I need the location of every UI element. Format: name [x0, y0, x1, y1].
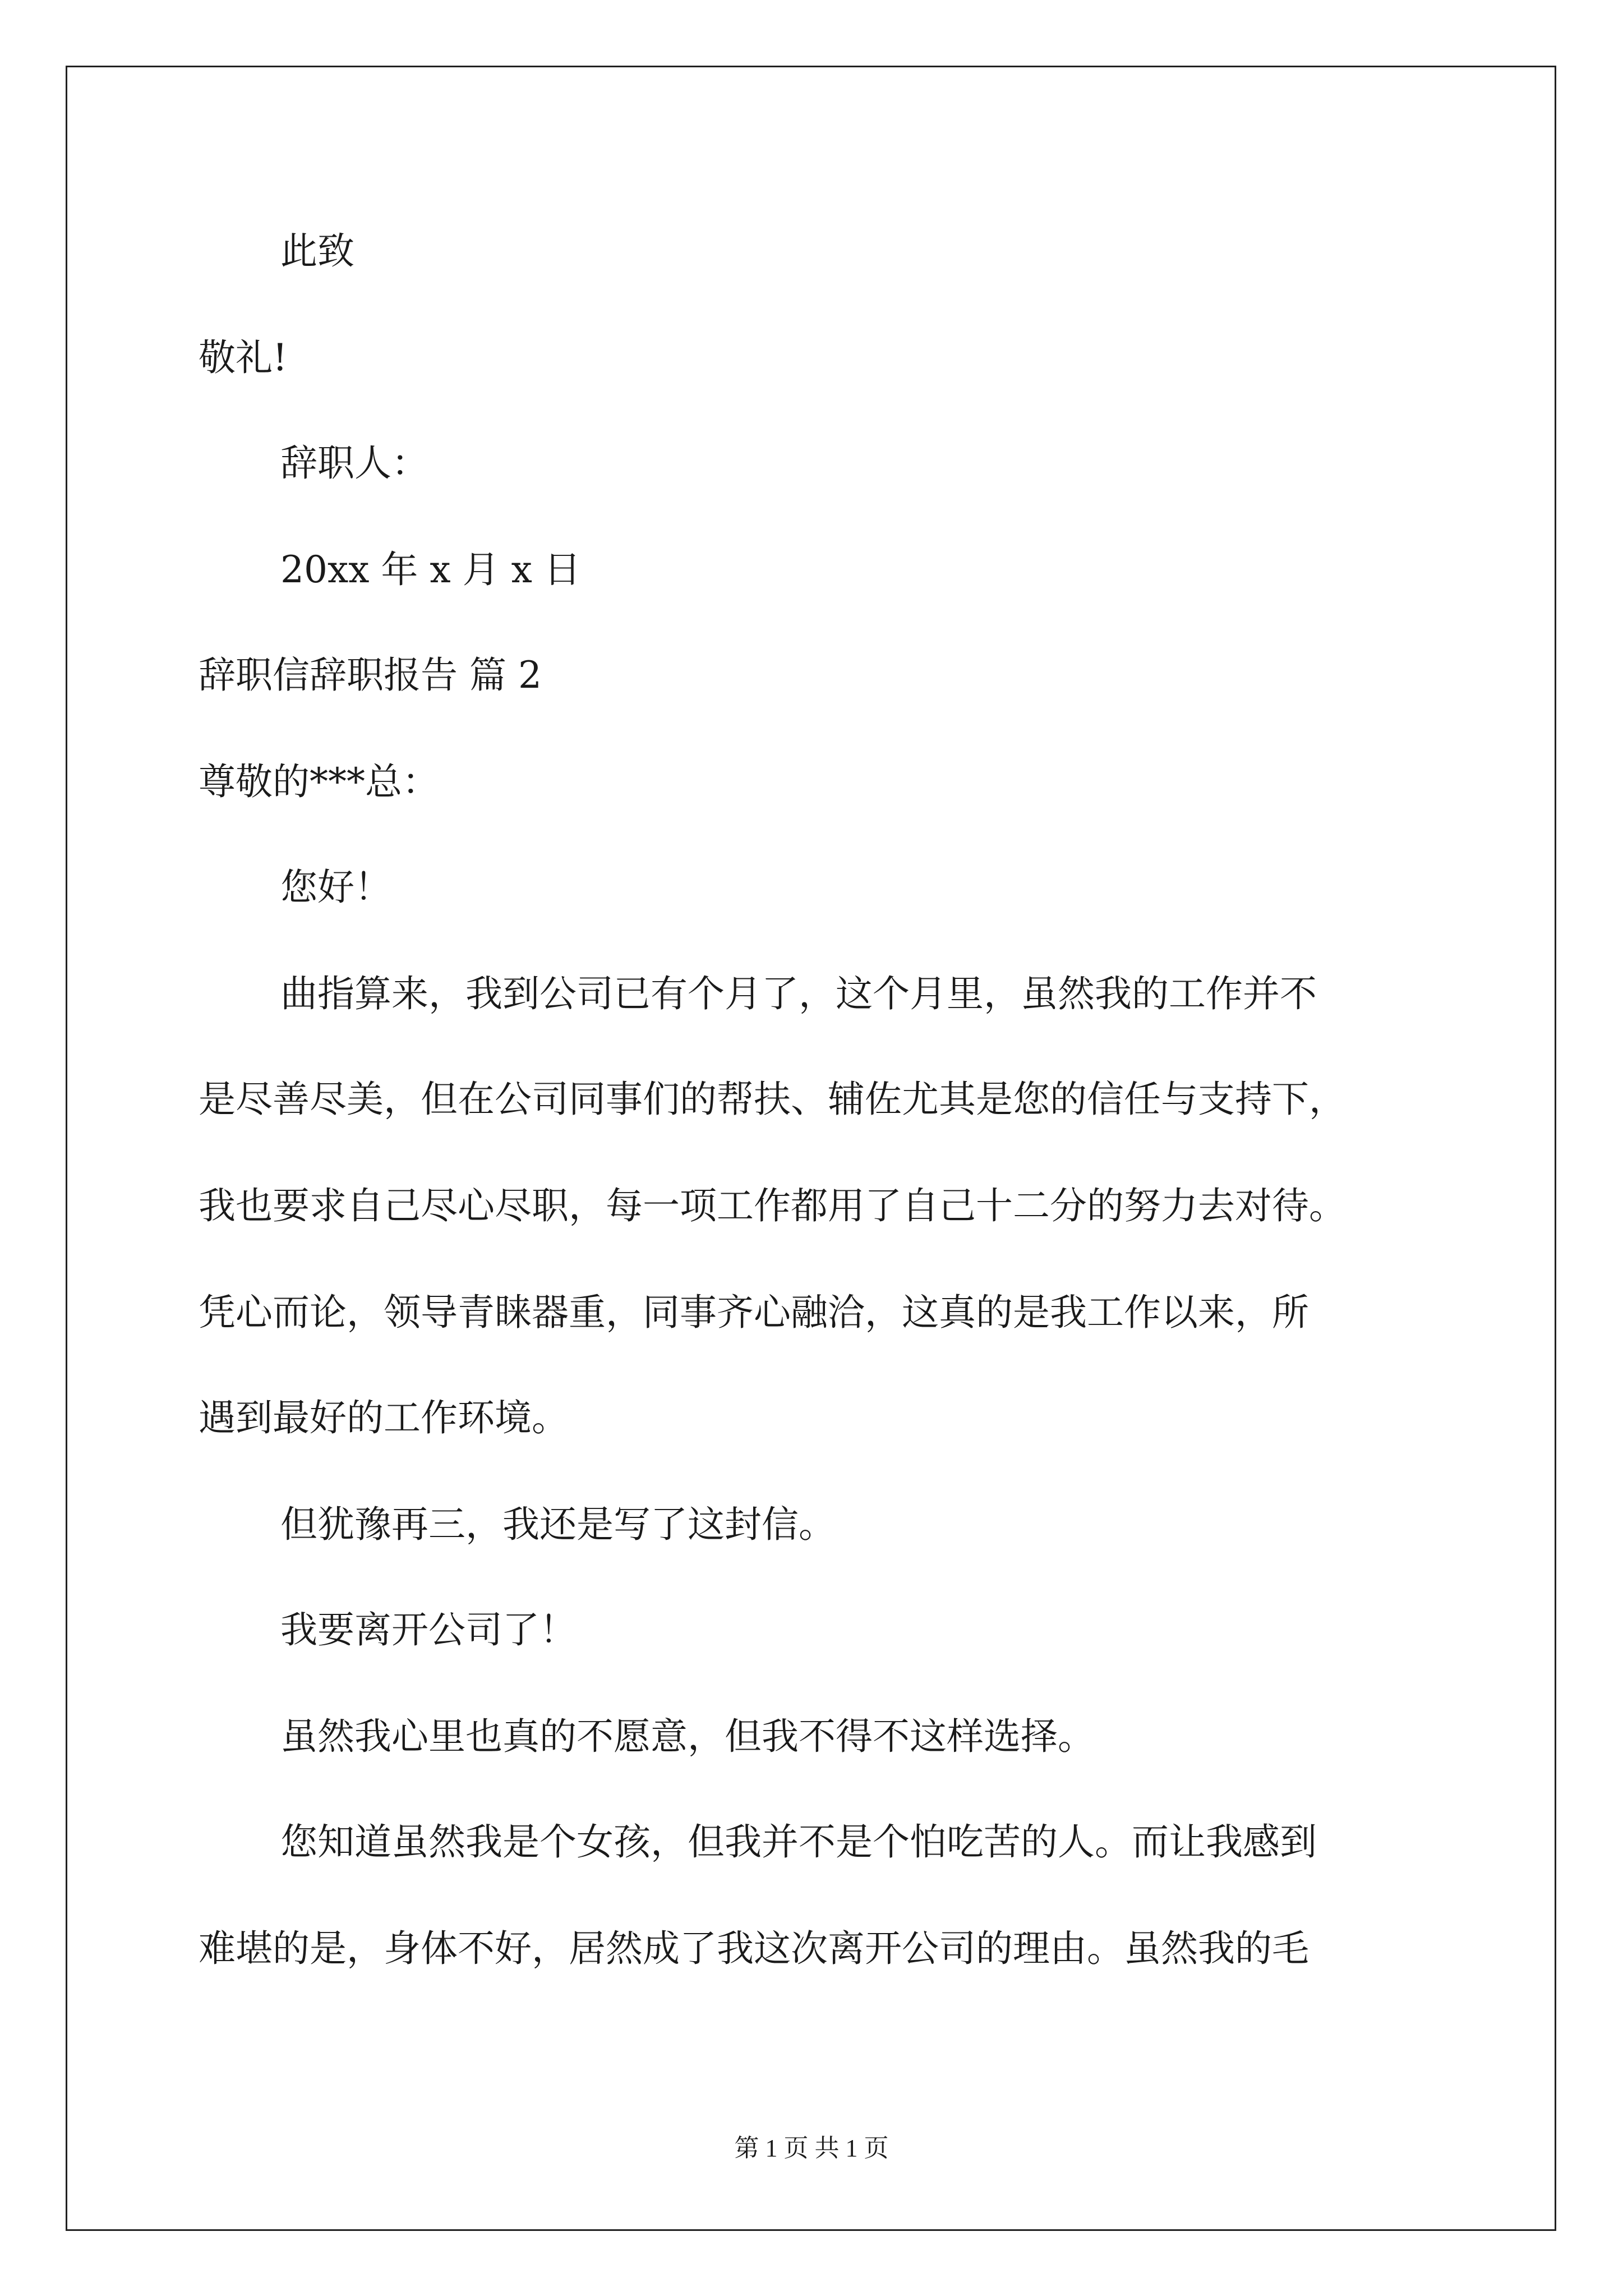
paragraph-line: 但犹豫再三，我还是写了这封信。: [280, 1503, 836, 1546]
paragraph-line: 您知道虽然我是个女孩，但我并不是个怕吃苦的人。而让我感到: [280, 1820, 1317, 1864]
greeting-line: 您好！: [280, 866, 391, 909]
page-footer: 第 1 页 共 1 页: [734, 2134, 889, 2162]
page-border: [66, 66, 1556, 2231]
section-heading: 辞职信辞职报告 篇 2: [199, 654, 542, 697]
salutation-line: 敬礼!: [199, 336, 288, 379]
paragraph-line: 我要离开公司了！: [280, 1608, 577, 1651]
signer-line: 辞职人：: [280, 441, 428, 485]
paragraph-line: 遇到最好的工作环境。: [199, 1396, 569, 1439]
paragraph-line: 我也要求自己尽心尽职，每一项工作都用了自己十二分的努力去对待。: [199, 1184, 1346, 1227]
paragraph-line: 难堪的是，身体不好，居然成了我这次离开公司的理由。虽然我的毛: [199, 1927, 1309, 1970]
paragraph-line: 是尽善尽美，但在公司同事们的帮扶、辅佐尤其是您的信任与支持下，: [199, 1078, 1346, 1121]
paragraph-line: 凭心而论，领导青睐器重，同事齐心融洽，这真的是我工作以来，所: [199, 1291, 1309, 1334]
paragraph-line: 虽然我心里也真的不愿意，但我不得不这样选择。: [280, 1715, 1095, 1758]
closing-line: 此致: [280, 229, 354, 273]
paragraph-line: 曲指算来，我到公司已有个月了，这个月里，虽然我的工作并不: [280, 972, 1317, 1015]
date-line: 20xx 年 x 月 x 日: [280, 548, 581, 591]
addressee-line: 尊敬的***总：: [199, 760, 439, 803]
